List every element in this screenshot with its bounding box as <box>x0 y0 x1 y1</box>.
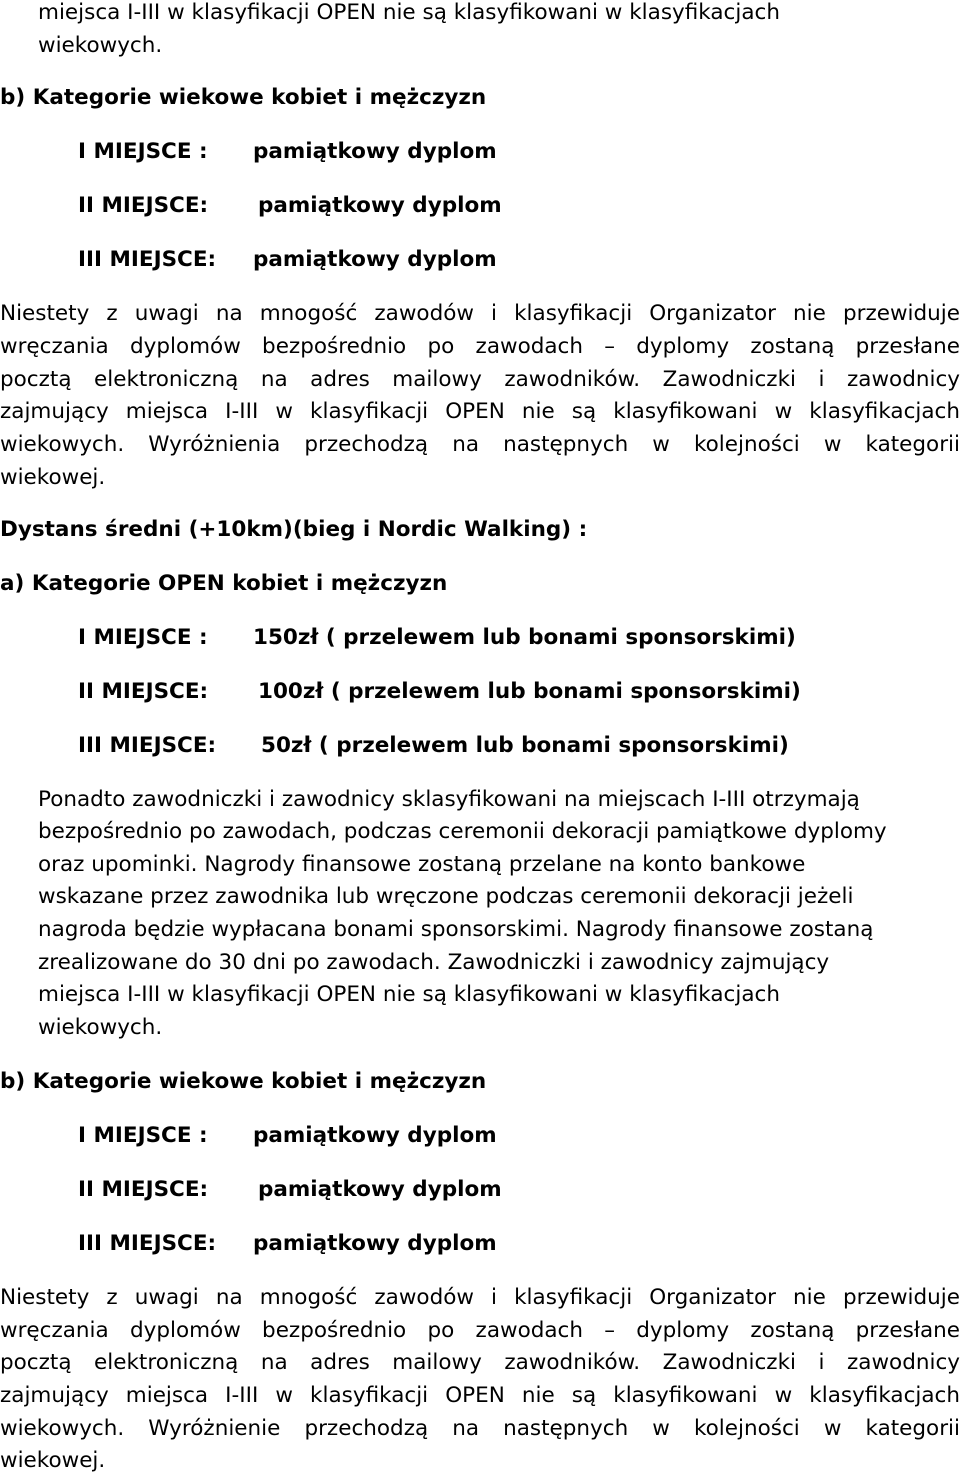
place-prize: pamiątkowy dyplom <box>258 193 502 218</box>
paragraph-line: wręczania dyplomów bezpośrednio po zawodach – dyplomy zostaną przesłane <box>0 1318 960 1343</box>
paragraph-line: wskazane przez zawodnika lub wręczone podczas ceremonii dekoracji jeżeli <box>38 884 854 909</box>
section-heading: b) Kategorie wiekowe kobiet i mężczyzn <box>0 85 487 110</box>
paragraph-line: wiekowych. Wyróżnienie przechodzą na następnych w kolejności w kategorii <box>0 1416 960 1441</box>
paragraph-line: pocztą elektroniczną na adres mailowy zawodników. Zawodniczki i zawodnicy <box>0 1350 960 1375</box>
place-prize: pamiątkowy dyplom <box>253 1123 497 1148</box>
paragraph-line: pocztą elektroniczną na adres mailowy zawodników. Zawodniczki i zawodnicy <box>0 367 960 392</box>
paragraph-line: zajmujący miejsca I-III w klasyfikacji OPEN nie są klasyfikowani w klasyfikacjach <box>0 399 960 424</box>
place-label: I MIEJSCE : <box>78 625 208 650</box>
place-label: I MIEJSCE : <box>78 1123 208 1148</box>
place-prize: pamiątkowy dyplom <box>253 247 497 272</box>
paragraph-line: zajmujący miejsca I-III w klasyfikacji OPEN nie są klasyfikowani w klasyfikacjach <box>0 1383 960 1408</box>
text-line: wiekowych. <box>38 33 163 58</box>
place-label: I MIEJSCE : <box>78 139 208 164</box>
place-label: III MIEJSCE: <box>78 247 217 272</box>
place-label: III MIEJSCE: <box>78 1231 217 1256</box>
place-label: II MIEJSCE: <box>78 193 209 218</box>
paragraph-line: bezpośrednio po zawodach, podczas ceremonii dekoracji pamiątkowe dyplomy <box>38 819 887 844</box>
place-prize: pamiątkowy dyplom <box>253 139 497 164</box>
place-prize: 150zł ( przelewem lub bonami sponsorskimi) <box>253 625 796 650</box>
place-label: II MIEJSCE: <box>78 679 209 704</box>
paragraph-line: wiekowej. <box>0 1448 106 1473</box>
paragraph-line: Niestety z uwagi na mnogość zawodów i klasyfikacji Organizator nie przewiduje <box>0 301 960 326</box>
place-prize: pamiątkowy dyplom <box>258 1177 502 1202</box>
place-prize: pamiątkowy dyplom <box>253 1231 497 1256</box>
place-prize: 50zł ( przelewem lub bonami sponsorskimi) <box>261 733 789 758</box>
paragraph-line: wiekowej. <box>0 465 106 490</box>
place-prize: 100zł ( przelewem lub bonami sponsorskimi) <box>258 679 801 704</box>
paragraph-line: nagroda będzie wypłacana bonami sponsorskimi. Nagrody finansowe zostaną <box>38 917 874 942</box>
paragraph-line: miejsca I-III w klasyfikacji OPEN nie są klasyfikowani w klasyfikacjach <box>38 982 780 1007</box>
section-heading: a) Kategorie OPEN kobiet i mężczyzn <box>0 571 448 596</box>
distance-heading: Dystans średni (+10km)(bieg i Nordic Walking) : <box>0 517 588 542</box>
text-line: miejsca I-III w klasyfikacji OPEN nie są klasyfikowani w klasyfikacjach <box>38 0 780 25</box>
paragraph-line: wiekowych. <box>38 1015 163 1040</box>
paragraph-line: wręczania dyplomów bezpośrednio po zawodach – dyplomy zostaną przesłane <box>0 334 960 359</box>
paragraph-line: oraz upominki. Nagrody finansowe zostaną przelane na konto bankowe <box>38 852 806 877</box>
place-label: II MIEJSCE: <box>78 1177 209 1202</box>
section-heading: b) Kategorie wiekowe kobiet i mężczyzn <box>0 1069 487 1094</box>
paragraph-line: Ponadto zawodniczki i zawodnicy sklasyfikowani na miejscach I-III otrzymają <box>38 787 860 812</box>
paragraph-line: zrealizowane do 30 dni po zawodach. Zawodniczki i zawodnicy zajmujący <box>38 950 830 975</box>
place-label: III MIEJSCE: <box>78 733 217 758</box>
paragraph-line: Niestety z uwagi na mnogość zawodów i klasyfikacji Organizator nie przewiduje <box>0 1285 960 1310</box>
paragraph-line: wiekowych. Wyróżnienia przechodzą na następnych w kolejności w kategorii <box>0 432 960 457</box>
